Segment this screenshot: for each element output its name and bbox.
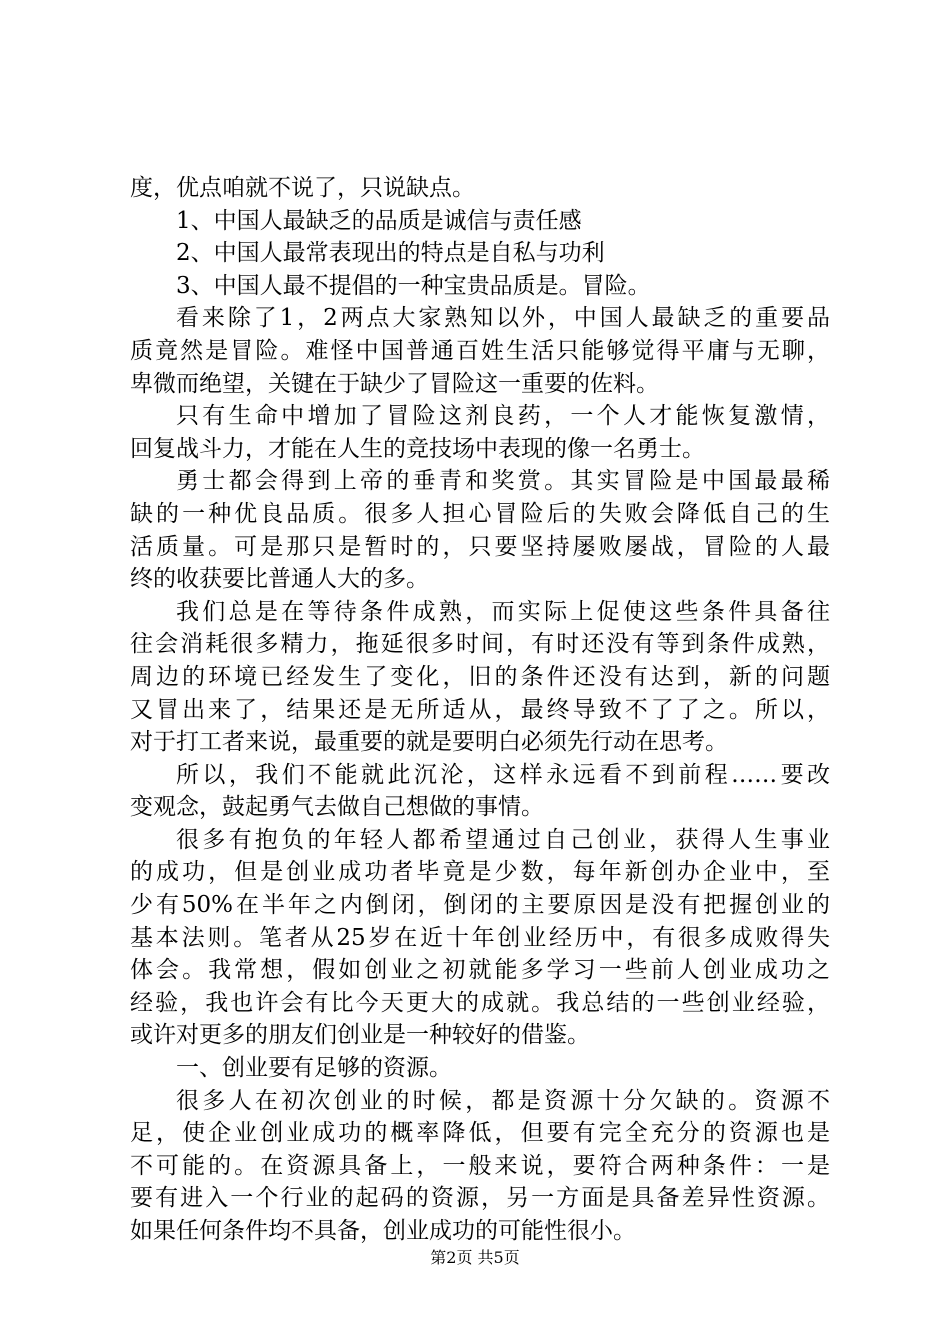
text-line: 活质量。可是那只是暂时的，只要坚持屡败屡战，冒险的人最 — [130, 533, 830, 560]
text-line: 变观念，鼓起勇气去做自己想做的事情。 — [130, 794, 544, 821]
text-line: 往会消耗很多精力，拖延很多时间，有时还没有等到条件成熟， — [130, 631, 830, 658]
text-line: 要有进入一个行业的起码的资源，另一方面是具备差异性资源。 — [130, 1185, 830, 1212]
text-line: 很多有抱负的年轻人都希望通过自己创业，获得人生事业 — [176, 826, 830, 853]
page-footer — [0, 1248, 950, 1268]
text-line: 又冒出来了，结果还是无所适从，最终导致不了了之。所以， — [130, 696, 830, 723]
text-line: 基本法则。笔者从25岁在近十年创业经历中，有很多成败得失 — [130, 924, 830, 951]
text-line: 勇士都会得到上帝的垂青和奖赏。其实冒险是中国最最稀 — [176, 468, 830, 495]
text-line: 一、创业要有足够的资源。 — [176, 1055, 452, 1082]
paragraph — [130, 465, 830, 595]
text-line: 只有生命中增加了冒险这剂良药，一个人才能恢复激情， — [176, 403, 830, 430]
text-line: 对于打工者来说，最重要的就是要明白必须先行动在思考。 — [130, 729, 728, 756]
paragraph — [130, 824, 830, 1052]
text-line: 3、中国人最不提倡的一种宝贵品质是。冒险。 — [176, 272, 651, 299]
paragraph — [130, 759, 830, 824]
text-line: 卑微而绝望，关键在于缺少了冒险这一重要的佐料。 — [130, 370, 659, 397]
paragraph — [130, 302, 830, 400]
paragraph — [130, 270, 830, 303]
document-body — [130, 172, 830, 1248]
text-line: 的成功，但是创业成功者毕竟是少数，每年新创办企业中，至 — [130, 859, 830, 886]
paragraph — [130, 596, 830, 759]
text-line: 回复战斗力，才能在人生的竞技场中表现的像一名勇士。 — [130, 435, 705, 462]
page-number-label: 第2页 共5页 — [430, 1248, 520, 1267]
text-line: 度，优点咱就不说了，只说缺点。 — [130, 175, 475, 201]
text-line: 所以，我们不能就此沉沦，这样永远看不到前程……要改 — [176, 761, 830, 788]
text-line: 质竟然是冒险。难怪中国普通百姓生活只能够觉得平庸与无聊， — [130, 337, 830, 364]
text-line: 很多人在初次创业的时候，都是资源十分欠缺的。资源不 — [176, 1087, 830, 1114]
text-line: 足，使企业创业成功的概率降低，但要有完全充分的资源也是 — [130, 1120, 830, 1147]
paragraph — [130, 1085, 830, 1248]
text-line: 如果任何条件均不具备，创业成功的可能性很小。 — [130, 1218, 636, 1244]
text-line: 或许对更多的朋友们创业是一种较好的借鉴。 — [130, 1022, 590, 1049]
text-line: 经验，我也许会有比今天更大的成就。我总结的一些创业经验， — [130, 989, 830, 1016]
text-line: 缺的一种优良品质。很多人担心冒险后的失败会降低自己的生 — [130, 500, 830, 527]
paragraph — [130, 400, 830, 465]
paragraph — [130, 237, 830, 270]
text-line: 不可能的。在资源具备上，一般来说，要符合两种条件：一是 — [130, 1152, 830, 1179]
text-line: 1、中国人最缺乏的品质是诚信与责任感 — [176, 207, 582, 234]
paragraph — [130, 172, 830, 205]
text-line: 体会。我常想，假如创业之初就能多学习一些前人创业成功之 — [130, 957, 830, 984]
text-line: 2、中国人最常表现出的特点是自私与功利 — [176, 240, 605, 267]
text-line: 终的收获要比普通人大的多。 — [130, 566, 429, 593]
text-line: 周边的环境已经发生了变化，旧的条件还没有达到，新的问题 — [130, 663, 830, 690]
paragraph — [130, 1052, 830, 1085]
text-line: 看来除了1，2两点大家熟知以外，中国人最缺乏的重要品 — [176, 305, 830, 332]
paragraph — [130, 205, 830, 238]
text-line: 我们总是在等待条件成熟，而实际上促使这些条件具备往 — [176, 598, 830, 625]
text-line: 少有50%在半年之内倒闭，倒闭的主要原因是没有把握创业的 — [130, 892, 830, 919]
